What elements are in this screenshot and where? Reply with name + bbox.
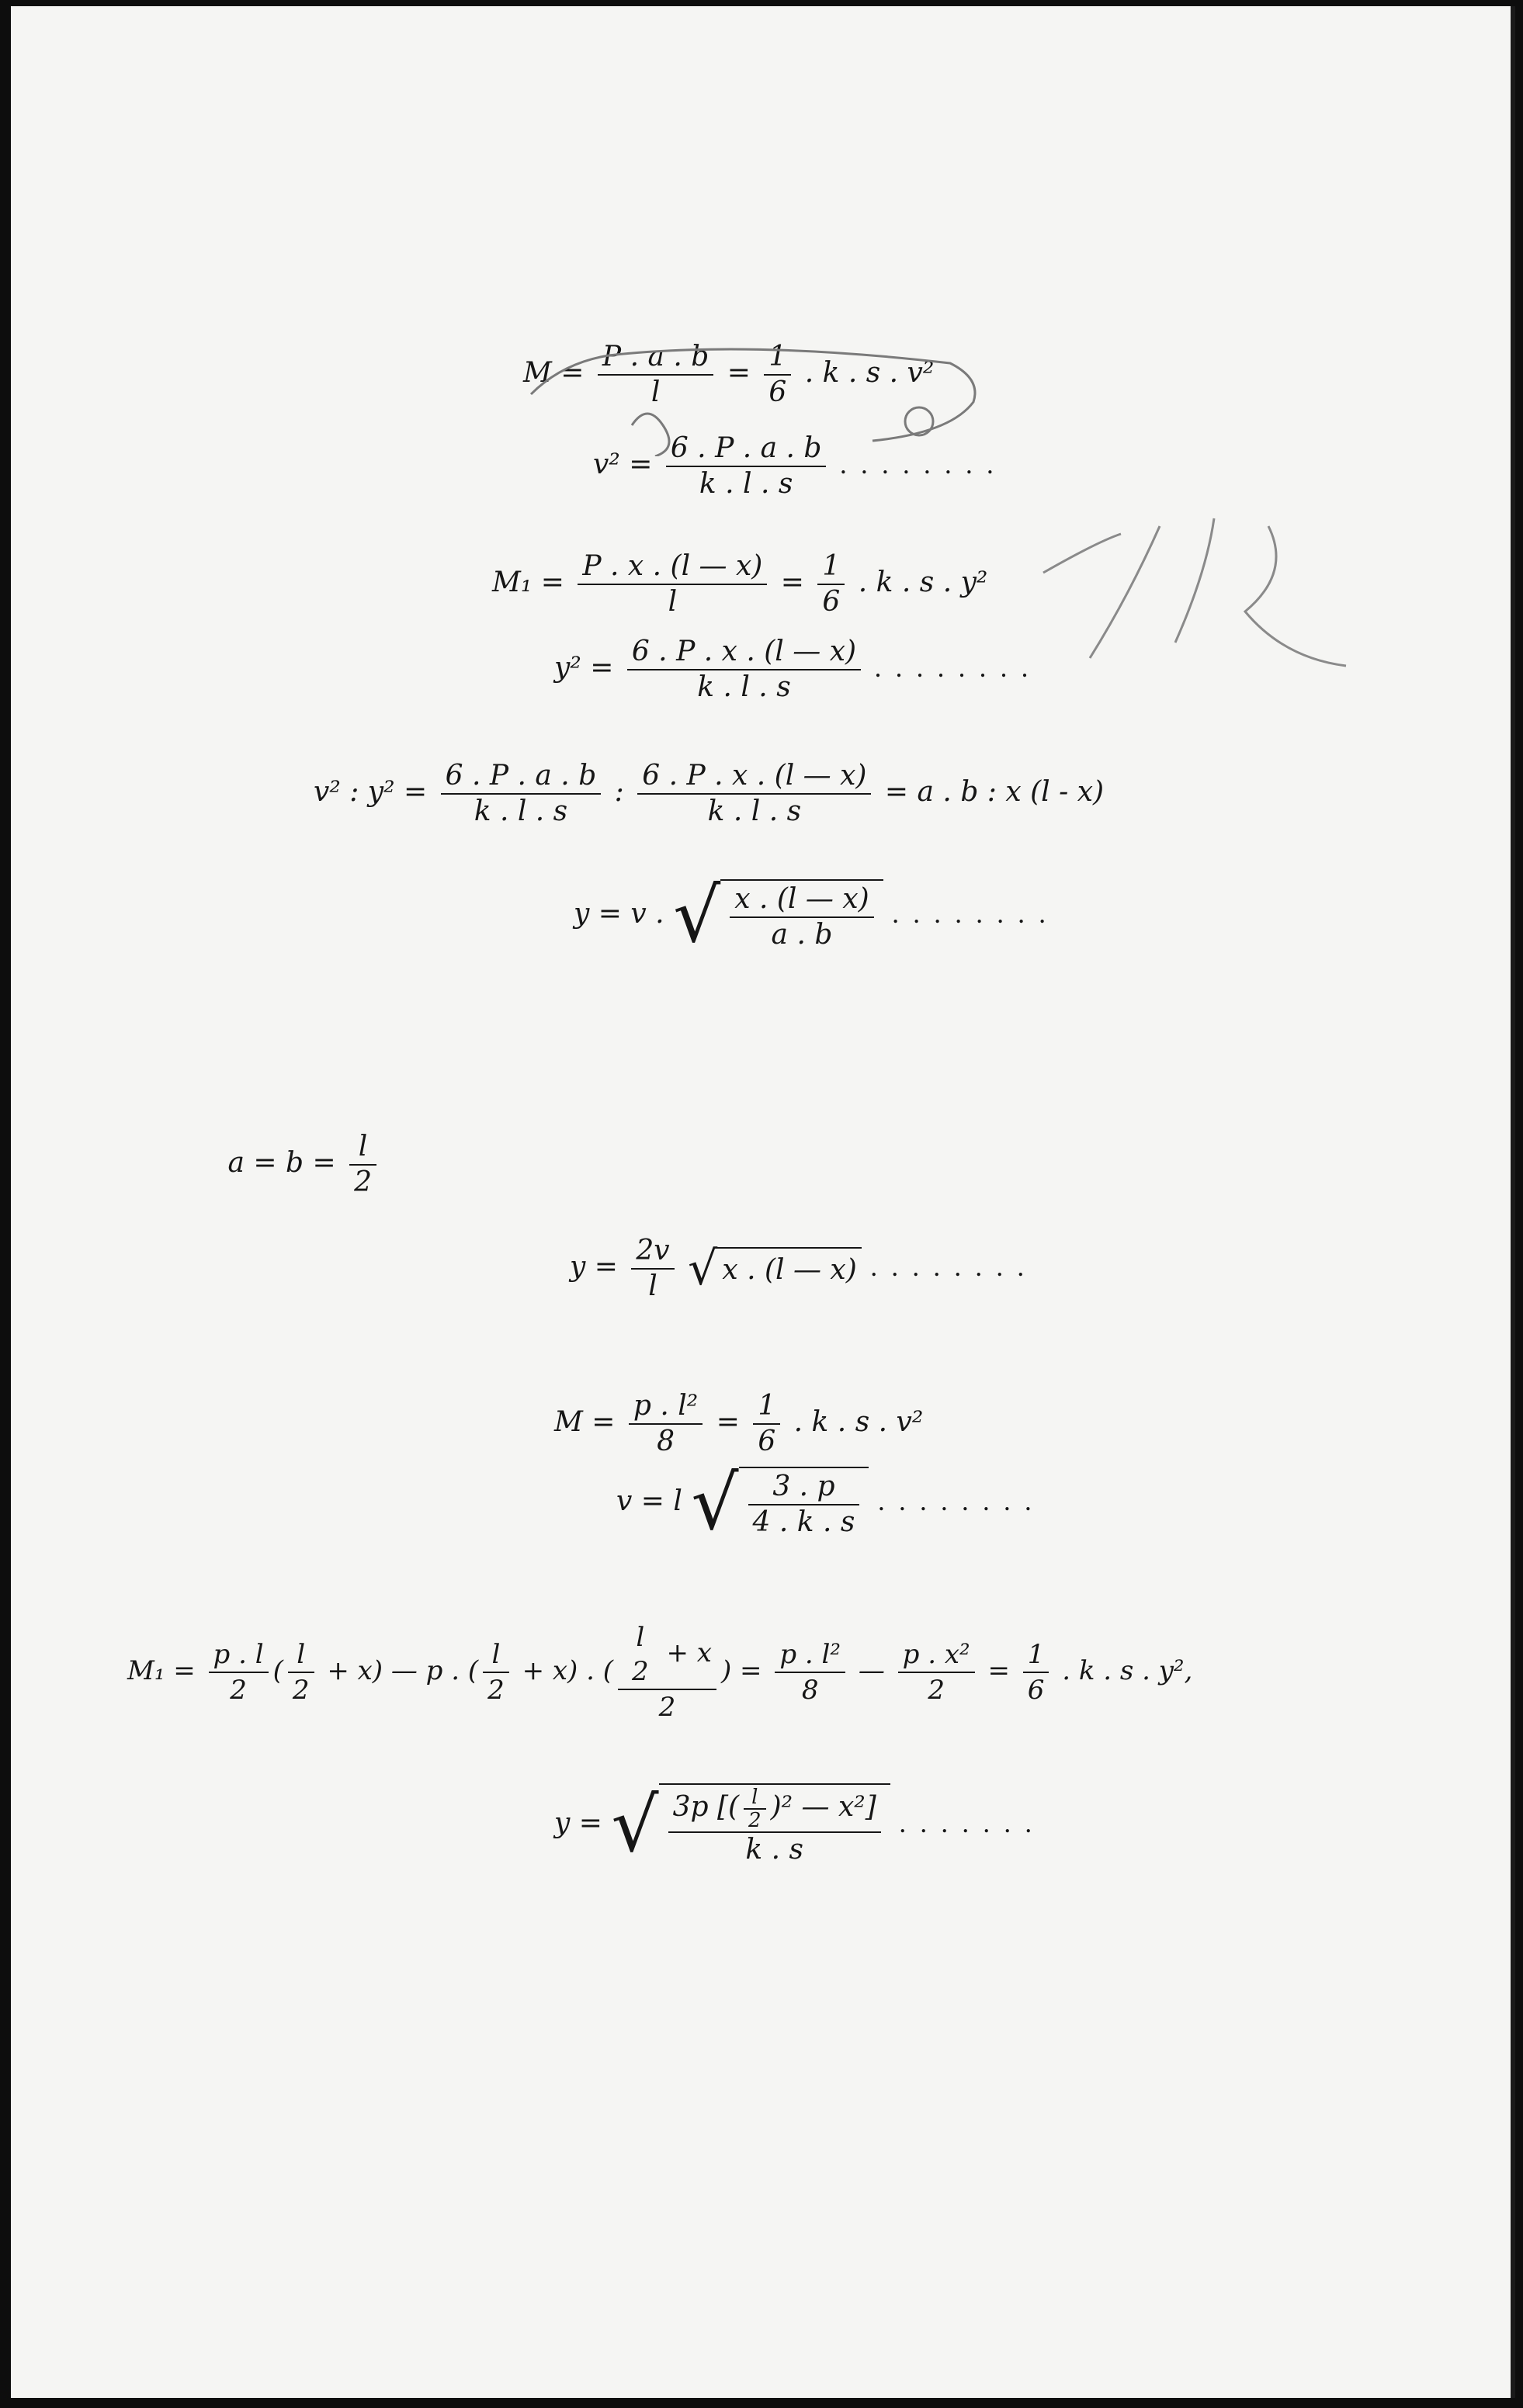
equation-y-ellipse: y = √ 3p [( $\frac{l}{2}$ )² — x²] k . s .......	[554, 1782, 1046, 1869]
pencil-annotation-top	[515, 332, 997, 456]
equation-moment-alpha: M = $\frac{P . a . b}{l}$ = $\frac{1}{6}$ . k . s . v²	[523, 341, 935, 408]
equation-ratio: v² : y² = $\frac{6 . P . a . b}{k . l . s}$ : $\frac{6 . P . x . (l — x)}{k . l . s}$ = a . b : x (l - x)	[314, 760, 1105, 827]
equation-v-squared: v² = $\frac{6 . P . a . b}{k . l . s}$ ........	[593, 432, 1008, 500]
equation-y-squared: y² = $\frac{6 . P . x . (l — x)}{k . l . s}$ ........	[554, 636, 1043, 703]
book-page	[11, 6, 1515, 2398]
equation-v-uniform: v = l √ $\frac{3 . p}{4 . k . s}$ ........	[616, 1460, 1046, 1547]
equation-moment-uniform: M = $\frac{\text{p . l²}}{8}$ = $\frac{1}{6}$ . k . s . v²	[554, 1390, 924, 1457]
equation-moment-beta: M₁ = $\frac{P . x . (l — x)}{l}$ = $\frac{1}{6}$ . k . s . y²	[492, 550, 988, 618]
equation-y-from-v: y = v . √ $\frac{x . (l — x)}{a . b}$ ........	[574, 872, 1060, 959]
equation-moment-beta-uniform: M₁ = $\frac{p . l}{2}$ ( $\frac{l}{2}$ + x) — p . ( $\frac{l}{2}$ + x) . ( l 2 + x 2 ) = $\frac{\text{p . l²}}{8}$ — $\frac{\text{p . x²}}{2}$ = $\frac{1}{6}$ . k . s . y²,	[127, 1622, 1193, 1723]
equation-y-middle: y = $\frac{2v}{l}$ √ x . (l — x) ........	[570, 1235, 1039, 1302]
para4-line1	[135, 1130, 381, 1200]
para4-equation: a = b = $\frac{l}{2}$	[219, 1147, 381, 1179]
pencil-annotation-right	[1036, 511, 1362, 681]
